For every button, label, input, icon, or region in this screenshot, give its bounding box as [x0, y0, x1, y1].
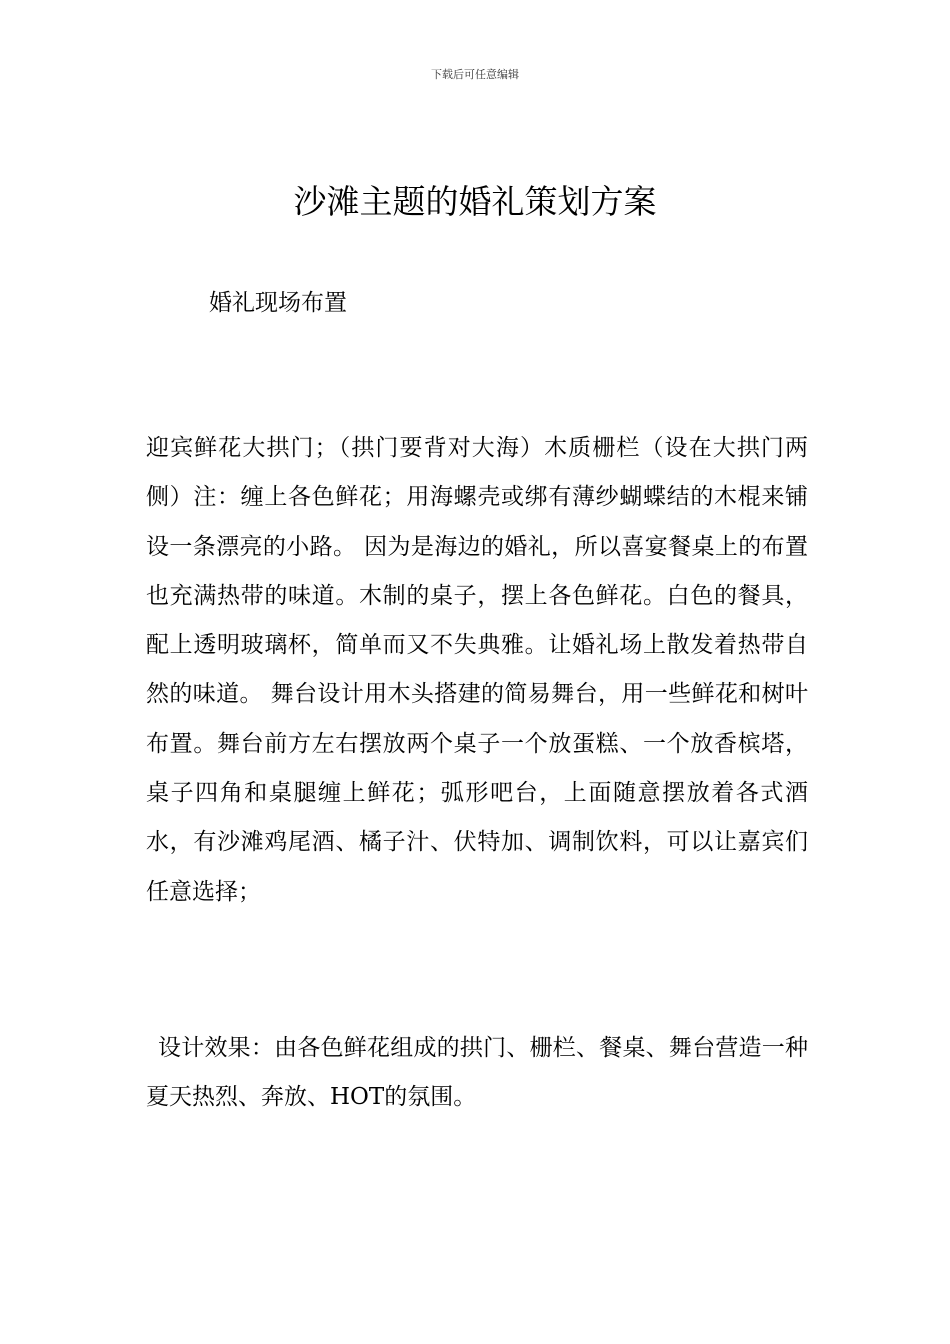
body-paragraph-layout: 迎宾鲜花大拱门；（拱门要背对大海）木质栅栏（设在大拱门两侧）注：缠上各色鲜花；用海螺壳或绑有薄纱蝴蝶结的木棍来铺设一条漂亮的小路。 因为是海边的婚礼，所以喜宴餐桌上的布置也充满热带的味道。木制的桌子，摆上各色鲜花。白色的餐具，配上透明玻璃杯，简单而又不失典雅。让婚礼场上散发着热带自然的味道。 舞台设计用木头搭建的简易舞台，用一些鲜花和树叶布置。舞台前方左右摆放两个桌子一个放蛋糕、一个放香槟塔，桌子四角和桌腿缠上鲜花；弧形吧台，上面随意摆放着各式酒水，有沙滩鸡尾酒、橘子汁、伏特加、调制饮料，可以让嘉宾们任意选择； [146, 435, 808, 905]
header-note: 下载后可任意编辑 [431, 68, 519, 81]
document-title: 沙滩主题的婚礼策划方案 [293, 182, 657, 221]
section-heading: 婚礼现场布置 [209, 290, 347, 316]
body-paragraph-effect: 设计效果：由各色鲜花组成的拱门、栅栏、餐桌、舞台营造一种夏天热烈、奔放、HOT的氛围。 [146, 1035, 808, 1111]
